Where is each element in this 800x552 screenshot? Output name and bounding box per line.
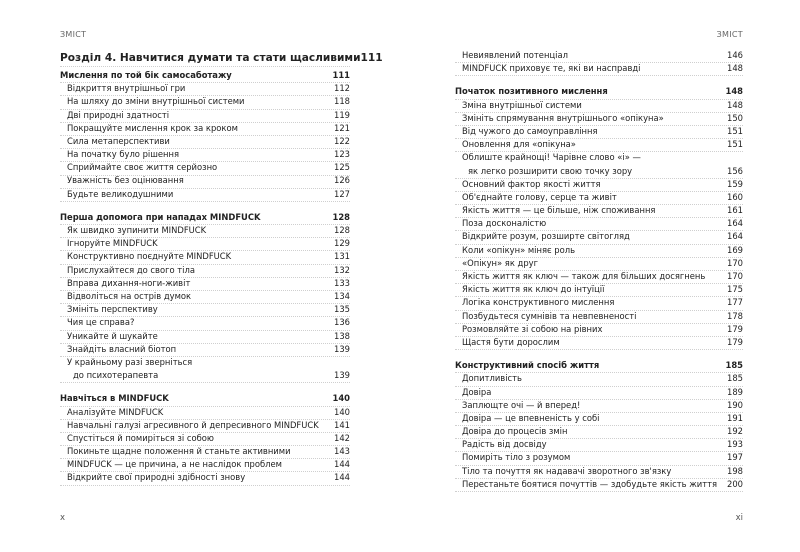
- entry-page: 139: [334, 370, 350, 381]
- entry-page: 133: [334, 277, 350, 288]
- entry-title-line: Заплющте очі — й вперед!: [462, 399, 581, 410]
- page-number: xi: [735, 513, 743, 523]
- entry-page: 160: [727, 191, 743, 202]
- entry-title-line: Якість життя як ключ — також для більших досягнень: [462, 271, 706, 281]
- entry-page: 125: [334, 162, 350, 173]
- entry-title: [67, 445, 291, 458]
- entry-title-line: Якість життя як ключ до інтуїції: [462, 284, 605, 295]
- entry-title: [462, 478, 717, 491]
- entry-title-line: У крайньому разі зверніться: [67, 356, 193, 367]
- entry-title-line: Як швидко зупинити MINDFUCK: [67, 225, 207, 236]
- entry-page: 151: [727, 139, 743, 150]
- entry-page: 164: [727, 231, 743, 242]
- entry-title-line: Уважність без оцінювання: [67, 175, 184, 186]
- entry-title-line: Покиньте щадне положення й станьте активними: [67, 446, 291, 457]
- entry-page: 200: [727, 478, 743, 489]
- entry-title: [462, 412, 599, 425]
- section-title: Мислення по той бік самосаботажу: [60, 69, 232, 80]
- toc-entry[interactable]: [60, 357, 350, 383]
- entry-title-line: MINDFUCK приховує те, які ви насправді: [462, 63, 641, 74]
- entry-title-line: Вправа дихання-ноги-живіт: [67, 277, 191, 288]
- entry-title: [462, 138, 576, 151]
- entry-page: 118: [334, 96, 350, 107]
- entry-title: [462, 283, 604, 296]
- entry-page: 131: [334, 251, 350, 262]
- section-title: Початок позитивного мислення: [455, 86, 608, 97]
- entry-page: 142: [334, 432, 350, 443]
- entry-title-line: Довіра: [462, 386, 492, 397]
- entry-page: 128: [334, 225, 350, 236]
- section-page: 111: [332, 69, 350, 80]
- entry-title-line: Спустіться й помиріться зі собою: [67, 432, 214, 443]
- entry-title-line: Сила метаперспективи: [67, 135, 170, 146]
- running-head: ЗМІСТ: [60, 30, 87, 39]
- entry-title-line: Навчальні галузі агресивного й депресивного MINDFUCK: [67, 419, 319, 430]
- entry-title: [462, 465, 671, 478]
- entry-page: 146: [727, 49, 743, 60]
- entry-title: [67, 82, 185, 95]
- entry-title: [462, 257, 538, 270]
- toc-entry[interactable]: [455, 152, 743, 178]
- entry-page: 169: [727, 244, 743, 255]
- entry-title-line: Помиріть тіло з розумом: [462, 452, 571, 463]
- entry-title-line: Аналізуйте MINDFUCK: [67, 406, 164, 417]
- entry-title-line: Уникайте й шукайте: [67, 330, 158, 341]
- entry-page: 127: [334, 188, 350, 199]
- entry-title: [462, 399, 580, 412]
- entry-title-line: Якість життя — це більше, ніж споживання: [462, 205, 656, 216]
- entry-page: 148: [727, 63, 743, 74]
- section-page: 185: [725, 360, 743, 371]
- entry-page: 122: [334, 135, 350, 146]
- entry-title: [462, 230, 630, 243]
- section-page: 128: [332, 211, 350, 222]
- entry-title: [67, 237, 158, 250]
- entry-title-line: На початку було рішення: [67, 149, 180, 160]
- entry-title-line: Невиявлений потенціал: [462, 49, 568, 60]
- entry-title-line: Поза досконалістю: [462, 218, 547, 229]
- entry-title: [67, 458, 282, 471]
- entry-title: [67, 356, 192, 382]
- entry-page: 178: [727, 310, 743, 321]
- entry-title-line: Щастя бути дорослим: [462, 336, 560, 347]
- entry-page: 121: [334, 122, 350, 133]
- entry-page: 148: [727, 99, 743, 110]
- entry-title: [462, 217, 546, 230]
- entry-title-line: Відкриття внутрішньої гри: [67, 83, 186, 94]
- entry-title: [462, 204, 655, 217]
- entry-page: 112: [334, 83, 350, 94]
- entry-title: [67, 122, 238, 135]
- entry-page: 141: [334, 419, 350, 430]
- entry-page: 189: [727, 386, 743, 397]
- entry-title: [462, 451, 570, 464]
- entry-title: [67, 471, 245, 484]
- entry-title-line: Розмовляйте зі собою на рівних: [462, 323, 603, 334]
- entry-title: [67, 148, 179, 161]
- entry-title: [462, 62, 641, 75]
- entry-title-line: Конструктивно поєднуйте MINDFUCK: [67, 251, 232, 262]
- entry-title-line: Оновлення для «опікуна»: [462, 139, 576, 150]
- entry-title-line: Відкрийте розум, розширте світогляд: [462, 231, 630, 242]
- entry-page: 175: [727, 284, 743, 295]
- entry-title: [462, 296, 614, 309]
- entry-title: [67, 290, 191, 303]
- entry-title-line: Об'єднайте голову, серце та живіт: [462, 191, 617, 202]
- section-title: Конструктивний спосіб життя: [455, 360, 600, 371]
- entry-title: [67, 406, 163, 419]
- entry-title-line: Покращуйте мислення крок за кроком: [67, 122, 238, 133]
- entry-page: 139: [334, 343, 350, 354]
- entry-title: [462, 372, 522, 385]
- entry-title-line: Ігноруйте MINDFUCK: [67, 238, 158, 249]
- chapter-title-row[interactable]: [60, 50, 383, 67]
- entry-page: 144: [334, 459, 350, 470]
- entry-page: 164: [727, 218, 743, 229]
- entry-title: [462, 99, 582, 112]
- entry-title: [462, 386, 491, 399]
- entry-page: 136: [334, 317, 350, 328]
- entry-page: 144: [334, 472, 350, 483]
- entry-page: 198: [727, 465, 743, 476]
- entry-page: 129: [334, 238, 350, 249]
- entry-title: [462, 310, 636, 323]
- toc-entry[interactable]: [455, 63, 743, 76]
- chapter-page: 111: [360, 52, 383, 64]
- entry-page: 123: [334, 149, 350, 160]
- entry-title: [67, 432, 214, 445]
- entry-page: 193: [727, 439, 743, 450]
- entry-title-line: Облиште крайнощі! Чарівне слово «і» —: [462, 152, 641, 163]
- entry-title-line: Змініть спрямування внутрішнього «опікуна»: [462, 112, 664, 123]
- entry-title: [462, 425, 568, 438]
- entry-title: [67, 161, 217, 174]
- entry-title: [67, 419, 319, 432]
- entry-title: [462, 244, 575, 257]
- section-page: 148: [725, 86, 743, 97]
- entry-title: [462, 323, 602, 336]
- running-head: ЗМІСТ: [716, 30, 743, 39]
- entry-page: 161: [727, 205, 743, 216]
- entry-title-line: Від чужого до самоуправління: [462, 125, 598, 136]
- entry-title-line: Чия це справа?: [67, 317, 135, 328]
- table-of-contents: [455, 50, 743, 492]
- toc-entry[interactable]: [60, 472, 350, 485]
- entry-page: 132: [334, 264, 350, 275]
- entry-title-line: Довіра — це впевненість у собі: [462, 412, 600, 423]
- entry-page: 119: [334, 109, 350, 120]
- entry-page: 151: [727, 125, 743, 136]
- entry-page: 170: [727, 257, 743, 268]
- entry-page: 150: [727, 112, 743, 123]
- entry-page: 179: [727, 323, 743, 334]
- entry-title-line: Змініть перспективу: [67, 304, 158, 315]
- entry-title: [462, 270, 705, 283]
- entry-page: 159: [727, 178, 743, 189]
- entry-title-line: Дві природні здатності: [67, 109, 170, 120]
- entry-title: [67, 303, 158, 316]
- entry-title: [67, 224, 206, 237]
- toc-entry[interactable]: [60, 189, 350, 202]
- entry-page: 191: [727, 412, 743, 423]
- entry-title-line: MINDFUCK — це причина, а не наслідок проблем: [67, 459, 282, 470]
- entry-title-line: Тіло та почуття як надавачі зворотного зв'язку: [462, 465, 672, 476]
- entry-page: 190: [727, 399, 743, 410]
- entry-page: 197: [727, 452, 743, 463]
- entry-page: 177: [727, 297, 743, 308]
- section-title: Навчіться в MINDFUCK: [60, 393, 169, 404]
- entry-title-line: Зміна внутрішньої системи: [462, 99, 582, 110]
- entry-title-line: Відкрийте свої природні здібності знову: [67, 472, 246, 483]
- entry-title: [67, 277, 190, 290]
- page-number: x: [60, 513, 66, 523]
- section-page: 140: [332, 393, 350, 404]
- entry-page: 135: [334, 304, 350, 315]
- chapter-title: Розділ 4. Навчитися думати та стати щасливими: [60, 52, 361, 64]
- entry-title-line: Радість від досвіду: [462, 439, 547, 450]
- entry-title-line: Сприймайте своє життя серйозно: [67, 162, 218, 173]
- entry-title: [462, 125, 598, 138]
- entry-title-line: Позбудьтеся сумнівів та невпевненості: [462, 310, 637, 321]
- entry-title: [462, 438, 547, 451]
- entry-title: [67, 250, 231, 263]
- entry-page: 143: [334, 446, 350, 457]
- entry-title: [462, 49, 568, 62]
- entry-title-line: Основний фактор якості життя: [462, 178, 601, 189]
- entry-title-line: Будьте великодушними: [67, 188, 174, 199]
- entry-page: 179: [727, 336, 743, 347]
- entry-title-line: На шляху до зміни внутрішньої системи: [67, 96, 245, 107]
- entry-title-line: Допитливість: [462, 373, 522, 384]
- entry-title: [67, 174, 184, 187]
- entry-title: [67, 316, 134, 329]
- entry-page: 170: [727, 271, 743, 281]
- entry-page: 140: [334, 406, 350, 417]
- entry-page: 134: [334, 290, 350, 301]
- entry-title-line: Логіка конструктивного мислення: [462, 297, 615, 308]
- entry-title-line: до психотерапевта: [73, 370, 159, 381]
- entry-title: [67, 330, 158, 343]
- entry-title: [462, 191, 617, 204]
- entry-page: 138: [334, 330, 350, 341]
- entry-title: [462, 112, 664, 125]
- entry-title: [67, 343, 176, 356]
- entry-title: [462, 178, 601, 191]
- table-of-contents: [60, 50, 383, 486]
- entry-title: [67, 95, 245, 108]
- entry-title-line: Перестаньте боятися почуттів — здобудьте якість життя: [462, 478, 718, 489]
- entry-page: 126: [334, 175, 350, 186]
- entry-title-line: Відволіться на острів думок: [67, 290, 192, 301]
- entry-title-line: Коли «опікун» міняє роль: [462, 244, 576, 255]
- entry-title: [67, 135, 170, 148]
- entry-title-line: «Опікун» як друг: [462, 257, 539, 268]
- entry-title-line: як легко розширити свою точку зору: [468, 165, 633, 176]
- entry-title-line: Знайдіть власний біотоп: [67, 343, 177, 354]
- entry-title-line: Довіра до процесів змін: [462, 426, 568, 437]
- entry-title: [462, 336, 560, 349]
- entry-title: [67, 109, 169, 122]
- toc-entry[interactable]: [455, 337, 743, 350]
- entry-title-line: Прислухайтеся до свого тіла: [67, 264, 195, 275]
- entry-title: [67, 264, 195, 277]
- entry-title: [462, 151, 641, 177]
- entry-page: 156: [727, 165, 743, 176]
- entry-page: 192: [727, 426, 743, 437]
- entry-page: 185: [727, 373, 743, 384]
- entry-title: [67, 188, 173, 201]
- toc-entry[interactable]: [455, 479, 743, 492]
- toc-entry[interactable]: [455, 373, 743, 386]
- section-title: Перша допомога при нападах MINDFUCK: [60, 211, 261, 222]
